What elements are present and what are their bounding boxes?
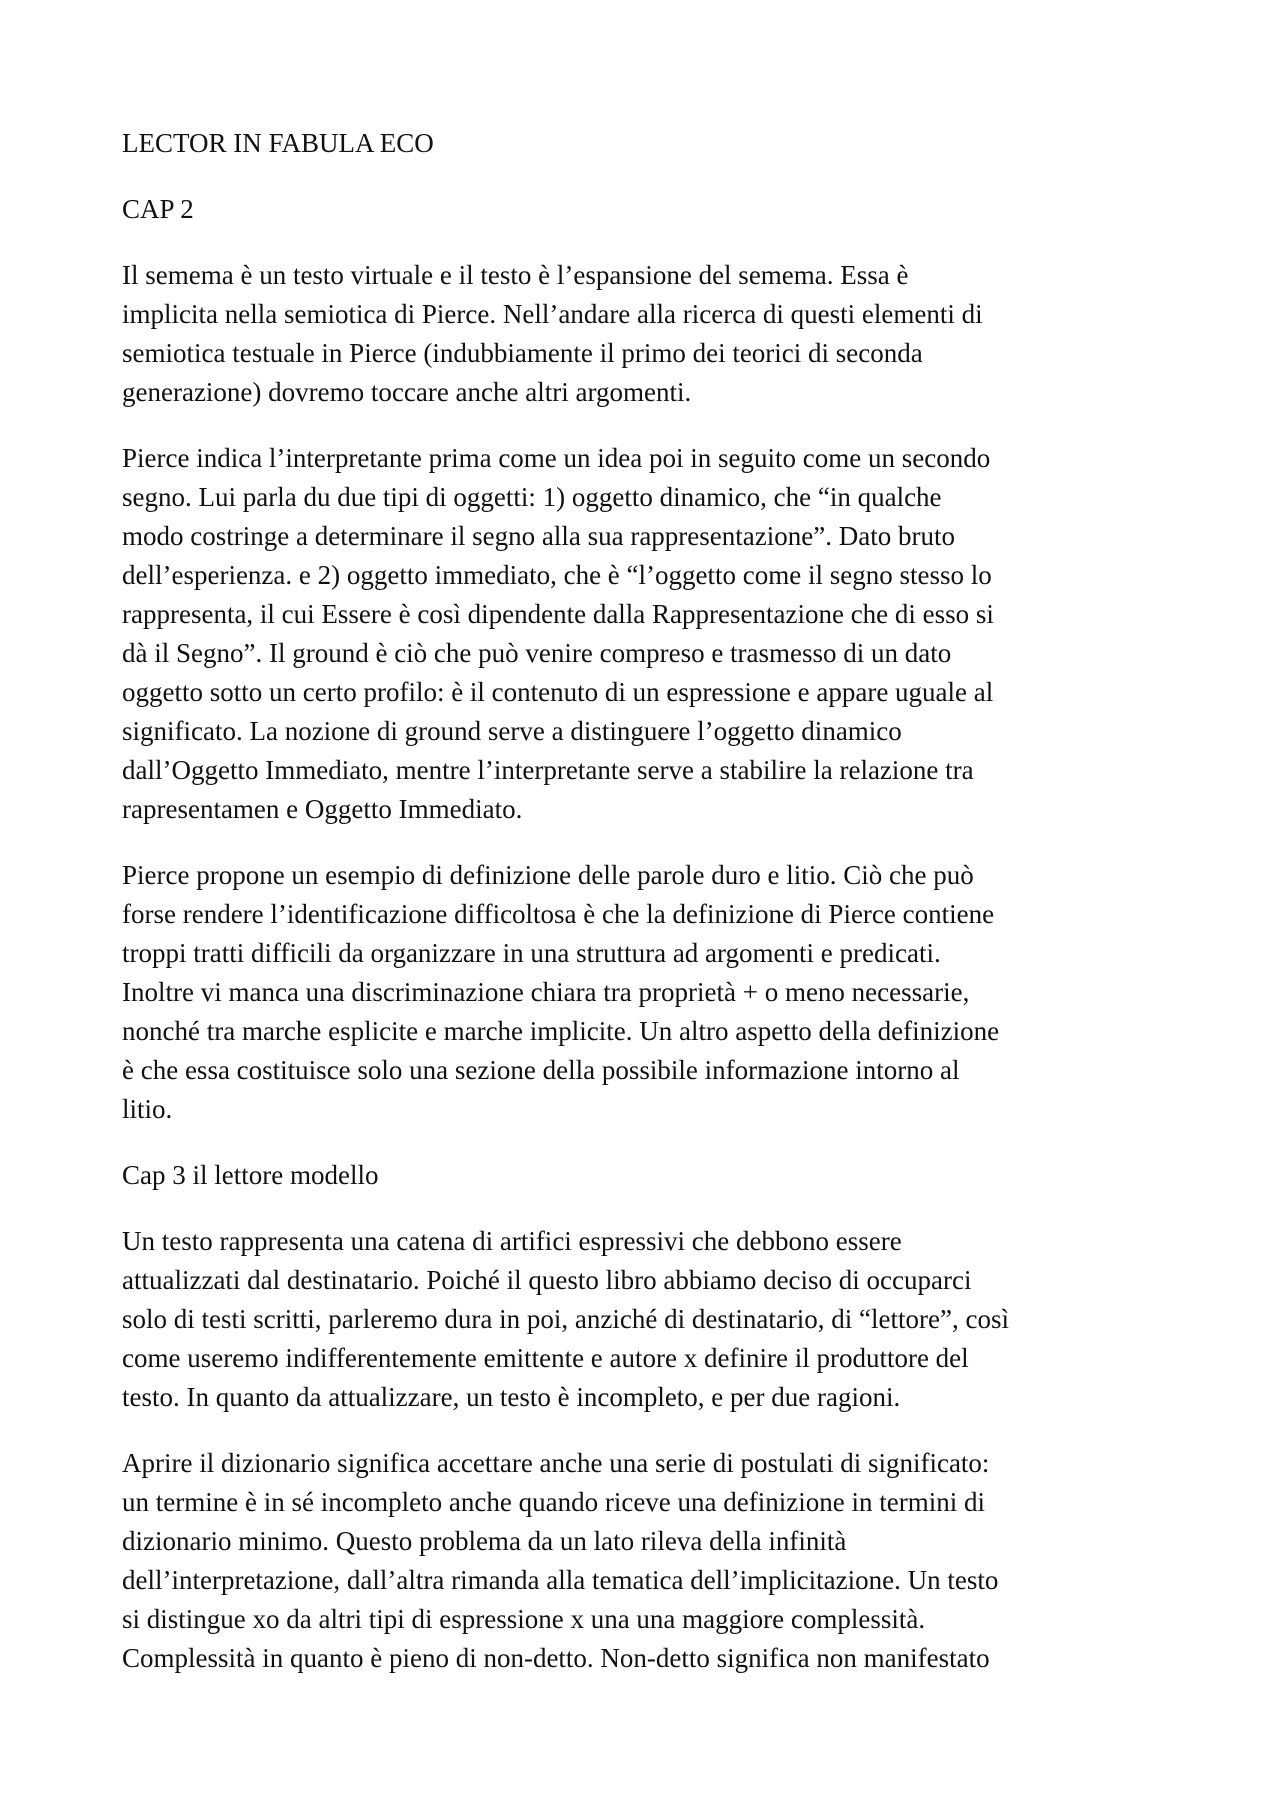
paragraph-5 bbox=[122, 1444, 1172, 1678]
paragraph-3-line: forse rendere l’identificazione difficoltosa è che la definizione di Pierce contiene bbox=[122, 899, 995, 929]
paragraph-1-line: generazione) dovremo toccare anche altri argomenti. bbox=[122, 377, 692, 407]
paragraph-2-line: significato. La nozione di ground serve a distinguere l’oggetto dinamico bbox=[122, 716, 902, 746]
document-page bbox=[122, 124, 1172, 1705]
paragraph-3-line: litio. bbox=[122, 1094, 173, 1124]
paragraph-2-line: dall’Oggetto Immediato, mentre l’interpretante serve a stabilire la relazione tra bbox=[122, 755, 974, 785]
paragraph-2-line: modo costringe a determinare il segno alla sua rappresentazione”. Dato bruto bbox=[122, 521, 955, 551]
paragraph-3-line: nonché tra marche esplicite e marche implicite. Un altro aspetto della definizione bbox=[122, 1016, 1000, 1046]
paragraph-4-line: testo. In quanto da attualizzare, un testo è incompleto, e per due ragioni. bbox=[122, 1382, 901, 1412]
paragraph-5-line: dell’interpretazione, dall’altra rimanda alla tematica dell’implicitazione. Un testo bbox=[122, 1565, 999, 1595]
paragraph-2-line: dà il Segno”. Il ground è ciò che può venire compreso e trasmesso di un dato bbox=[122, 638, 952, 668]
paragraph-2-line: rappresenta, il cui Essere è così dipendente dalla Rappresentazione che di esso si bbox=[122, 599, 994, 629]
paragraph-2 bbox=[122, 439, 1172, 829]
paragraph-2-line: segno. Lui parla du due tipi di oggetti: 1) oggetto dinamico, che “in qualche bbox=[122, 482, 942, 512]
paragraph-3-line: Pierce propone un esempio di definizione delle parole duro e litio. Ciò che può bbox=[122, 860, 974, 890]
paragraph-1-line: semiotica testuale in Pierce (indubbiamente il primo dei teorici di seconda bbox=[122, 338, 923, 368]
chapter-2-heading: CAP 2 bbox=[122, 194, 194, 224]
paragraph-1 bbox=[122, 256, 1172, 412]
paragraph-2-line: Pierce indica l’interpretante prima come un idea poi in seguito come un secondo bbox=[122, 443, 991, 473]
paragraph-5-line: un termine è in sé incompleto anche quando riceve una definizione in termini di bbox=[122, 1487, 985, 1517]
chapter-3-heading: Cap 3 il lettore modello bbox=[122, 1160, 379, 1190]
paragraph-2-line: oggetto sotto un certo profilo: è il contenuto di un espressione e appare uguale al bbox=[122, 677, 994, 707]
paragraph-3 bbox=[122, 856, 1172, 1129]
paragraph-5-line: si distingue xo da altri tipi di espressione x una una maggiore complessità. bbox=[122, 1604, 926, 1634]
paragraph-5-line: Complessità in quanto è pieno di non-detto. Non-detto significa non manifestato bbox=[122, 1643, 990, 1673]
paragraph-4 bbox=[122, 1222, 1172, 1417]
paragraph-3-line: è che essa costituisce solo una sezione della possibile informazione intorno al bbox=[122, 1055, 960, 1085]
paragraph-1-line: implicita nella semiotica di Pierce. Nell’andare alla ricerca di questi elementi di bbox=[122, 299, 983, 329]
paragraph-1-line: Il semema è un testo virtuale e il testo è l’espansione del semema. Essa è bbox=[122, 260, 909, 290]
paragraph-5-line: dizionario minimo. Questo problema da un lato rileva della infinità bbox=[122, 1526, 847, 1556]
paragraph-4-line: solo di testi scritti, parleremo dura in poi, anziché di destinatario, di “lettore”, così bbox=[122, 1304, 1009, 1334]
paragraph-4-line: Un testo rappresenta una catena di artifici espressivi che debbono essere bbox=[122, 1226, 902, 1256]
paragraph-3-line: Inoltre vi manca una discriminazione chiara tra proprietà + o meno necessarie, bbox=[122, 977, 970, 1007]
paragraph-5-line: Aprire il dizionario significa accettare anche una serie di postulati di significato: bbox=[122, 1448, 990, 1478]
paragraph-2-line: dell’esperienza. e 2) oggetto immediato, che è “l’oggetto come il segno stesso lo bbox=[122, 560, 992, 590]
paragraph-4-line: come useremo indifferentemente emittente e autore x definire il produttore del bbox=[122, 1343, 969, 1373]
paragraph-4-line: attualizzati dal destinatario. Poiché il questo libro abbiamo deciso di occuparci bbox=[122, 1265, 972, 1295]
paragraph-2-line: rapresentamen e Oggetto Immediato. bbox=[122, 794, 523, 824]
document-title: LECTOR IN FABULA ECO bbox=[122, 128, 434, 158]
paragraph-3-line: troppi tratti difficili da organizzare in una struttura ad argomenti e predicati. bbox=[122, 938, 941, 968]
